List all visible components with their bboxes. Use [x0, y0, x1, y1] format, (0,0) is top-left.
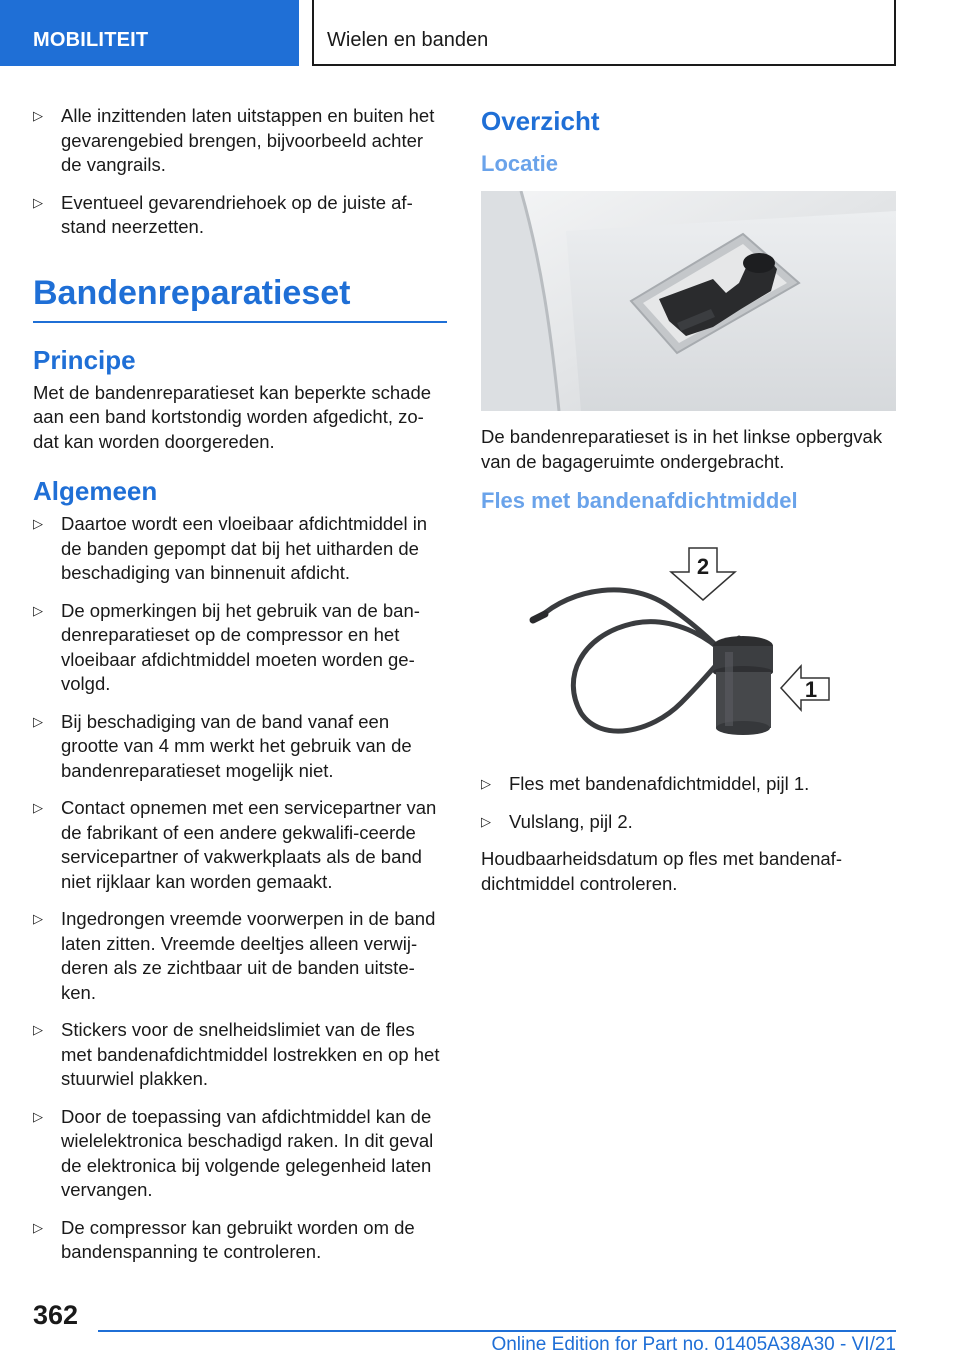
list-item: ▷ Vulslang, pijl 2. [481, 810, 896, 835]
list-item: ▷ Alle inzittenden laten uitstappen en buiten het gevarengebied brengen, bijvoorbeeld achter de vangrails. [33, 105, 435, 175]
arrow-2-label: 2 [696, 554, 710, 579]
list-item: ▷ Contact opnemen met een servicepartner van de fabrikant of een andere gekwalifi‐ceerde servicepartner of vakwerkplaats als de band niet rijklaar kan worden gemaakt. [33, 797, 437, 892]
section-header [312, 0, 896, 66]
list-item: ▷ Daartoe wordt een vloeibaar afdichtmiddel in de banden gepompt dat bij het uitharden de beschadiging van binnenuit afdicht. [33, 513, 428, 583]
sealant-bottle-illustration [481, 528, 896, 758]
list-item: ▷ Fles met bandenafdichtmiddel, pijl 1. [481, 772, 896, 797]
triangle-right-icon: ▷ [33, 194, 43, 210]
page-title: Bandenreparatieset [33, 274, 447, 323]
arrow-1-label: 1 [804, 677, 818, 702]
edition-footer: Online Edition for Part no. 01405A38A30 - VI/21 [491, 1334, 896, 1355]
triangle-right-icon: ▷ [33, 108, 43, 123]
sealant-bottle-diagram [481, 528, 896, 758]
triangle-right-icon: ▷ [33, 1108, 43, 1124]
triangle-right-icon: ▷ [33, 516, 43, 531]
locatie-heading: Locatie [481, 151, 559, 176]
left-column [33, 104, 447, 1278]
principe-heading: Principe [33, 344, 136, 375]
algemeen-heading: Algemeen [33, 476, 158, 506]
footer-divider [98, 1330, 896, 1332]
triangle-right-icon: ▷ [33, 800, 43, 815]
triangle-right-icon: ▷ [33, 713, 43, 729]
page-number: 362 [33, 1300, 79, 1330]
trunk-compartment-image [481, 191, 896, 411]
list-item: ▷ Door de toepassing van afdichtmiddel kan de wielelektronica beschadigd raken. In dit geval de elektronica bij volgende gelegenheid laten vervangen. [33, 1105, 434, 1200]
locatie-text: De bandenreparatieset is in het linkse opbergvak van de bagageruimte ondergebracht. [481, 426, 883, 472]
triangle-right-icon: ▷ [33, 1219, 43, 1235]
trunk-compartment-photo [481, 191, 896, 411]
list-item: ▷ De compressor kan gebruikt worden om de bandenspanning te controleren. [33, 1216, 415, 1262]
triangle-right-icon: ▷ [33, 602, 43, 618]
section-label: Wielen en banden [327, 29, 489, 51]
triangle-right-icon: ▷ [481, 776, 491, 791]
list-item: ▷ De opmerkingen bij het gebruik van de ban‐denreparatieset op de compressor en het vloeibaar afdichtmiddel moeten worden ge‐volgd. [33, 599, 420, 694]
triangle-right-icon: ▷ [33, 1022, 43, 1037]
fles-heading: Fles met bandenafdichtmiddel [481, 488, 798, 513]
list-item: ▷ Ingedrongen vreemde voorwerpen in de band laten zitten. Vreemde deeltjes alleen verwij‐deren als ze zichtbaar uit de banden uitste‐ken. [33, 908, 436, 1003]
right-column [481, 104, 896, 909]
fles-text: Houdbaarheidsdatum op fles met bandenaf‐dichtmiddel controleren. [481, 848, 842, 894]
list-item: ▷ Stickers voor de snelheidslimiet van de fles met bandenafdichtmiddel lostrekken en op het stuurwiel plakken. [33, 1019, 440, 1089]
chapter-label: MOBILITEIT [33, 29, 149, 51]
principe-text: Met de bandenreparatieset kan beperkte schade aan een band kortstondig worden afgedicht, zo‐dat kan worden doorgereden. [33, 381, 432, 452]
overzicht-heading: Overzicht [481, 106, 600, 136]
chapter-tab[interactable] [0, 0, 299, 66]
list-item: ▷ Eventueel gevarendriehoek op de juiste af‐stand neerzetten. [33, 191, 413, 237]
triangle-right-icon: ▷ [481, 813, 491, 829]
triangle-right-icon: ▷ [33, 911, 43, 926]
list-item: ▷ Bij beschadiging van de band vanaf een grootte van 4 mm werkt het gebruik van de bandenreparatieset mogelijk niet. [33, 710, 412, 781]
